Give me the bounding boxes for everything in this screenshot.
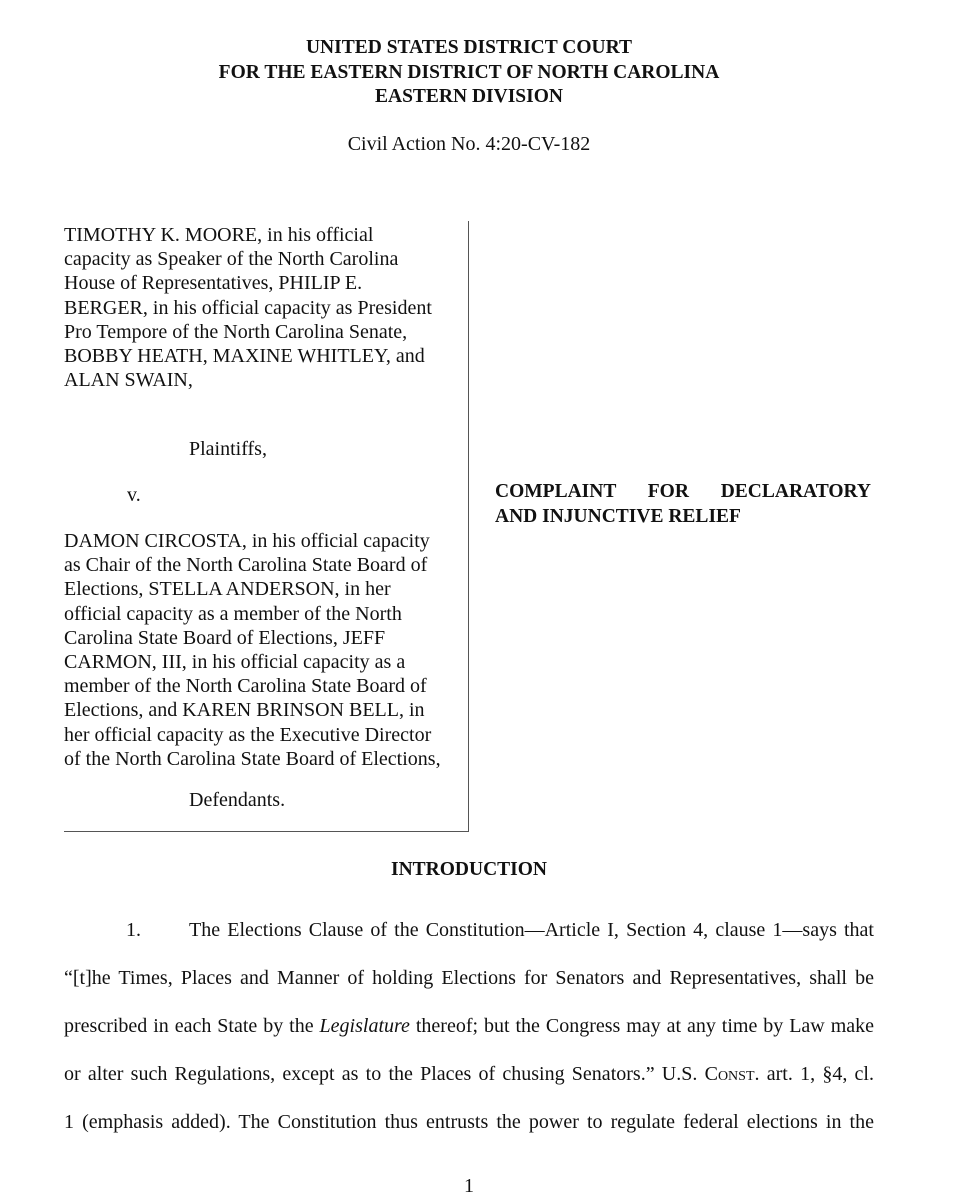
- court-district: FOR THE EASTERN DISTRICT OF NORTH CAROLINA: [218, 61, 720, 83]
- defendants-names: [64, 529, 464, 771]
- plaintiffs-names: [64, 223, 464, 392]
- section-heading: INTRODUCTION: [390, 859, 548, 880]
- plaintiffs-line: Pro Tempore of the North Carolina Senate,: [64, 320, 408, 343]
- emphasized-text: Legislature: [319, 1015, 410, 1037]
- plaintiffs-line: TIMOTHY K. MOORE, in his official: [64, 224, 374, 246]
- defendants-line: member of the North Carolina State Board of: [64, 675, 427, 698]
- defendants-line: CARMON, III, in his official capacity as a: [64, 651, 406, 674]
- court-division: EASTERN DIVISION: [374, 86, 563, 107]
- defendants-line: Elections, and KAREN BRINSON BELL, in: [64, 699, 425, 722]
- paragraph-text: thereof; but the Congress may at any time by Law make: [409, 1015, 875, 1037]
- defendants-line: as Chair of the North Carolina State Board of: [64, 554, 428, 577]
- defendants-line: Elections, STELLA ANDERSON, in her: [64, 578, 391, 601]
- paragraph-1: [64, 906, 874, 1146]
- paragraph-text: prescribed in each State by the: [64, 1015, 320, 1037]
- defendants-line: official capacity as a member of the North: [64, 602, 402, 625]
- versus-label: v.: [127, 484, 141, 506]
- paragraph-number: 1.: [126, 919, 141, 941]
- plaintiffs-label: Plaintiffs,: [189, 438, 267, 460]
- complaint-title-line: AND INJUNCTIVE RELIEF: [495, 505, 741, 527]
- paragraph-line: [64, 1050, 874, 1098]
- plaintiffs-line: House of Representatives, PHILIP E.: [64, 272, 363, 295]
- defendants-line: DAMON CIRCOSTA, in his official capacity: [64, 530, 430, 552]
- civil-action-number: Civil Action No. 4:20-CV-182: [347, 133, 591, 155]
- citation-text: Const.: [704, 1063, 760, 1085]
- defendants-label: Defendants.: [189, 789, 286, 811]
- defendants-line: her official capacity as the Executive Director: [64, 723, 432, 746]
- paragraph-line: “[t]he Times, Places and Manner of holding Elections for Senators and Representatives, shall be: [64, 967, 874, 989]
- court-name: UNITED STATES DISTRICT COURT: [305, 37, 633, 58]
- paragraph-line: 1 (emphasis added). The Constitution thus entrusts the power to regulate federal elections in the: [64, 1111, 874, 1133]
- plaintiffs-line: BERGER, in his official capacity as President: [64, 296, 432, 319]
- complaint-title: [495, 480, 871, 529]
- paragraph-text: art. 1, §4, cl.: [759, 1063, 874, 1085]
- case-caption-box: [64, 221, 469, 832]
- court-header: [0, 36, 938, 110]
- plaintiffs-line: BOBBY HEATH, MAXINE WHITLEY, and: [64, 345, 425, 368]
- paragraph-text: The Elections Clause of the Constitution—Article I, Section 4, clause 1—says that: [189, 919, 874, 941]
- paragraph-line: [64, 906, 874, 954]
- defendants-line: of the North Carolina State Board of Elections,: [64, 747, 441, 770]
- plaintiffs-line: ALAN SWAIN,: [64, 369, 193, 392]
- defendants-line: Carolina State Board of Elections, JEFF: [64, 626, 386, 649]
- plaintiffs-line: capacity as Speaker of the North Carolina: [64, 248, 399, 271]
- complaint-title-line: COMPLAINT FOR DECLARATORY: [495, 481, 871, 502]
- paragraph-text: or alter such Regulations, except as to the Places of chusing Senators.” U.S.: [64, 1063, 705, 1085]
- page-number: 1: [464, 1175, 474, 1197]
- paragraph-line: [64, 1002, 874, 1050]
